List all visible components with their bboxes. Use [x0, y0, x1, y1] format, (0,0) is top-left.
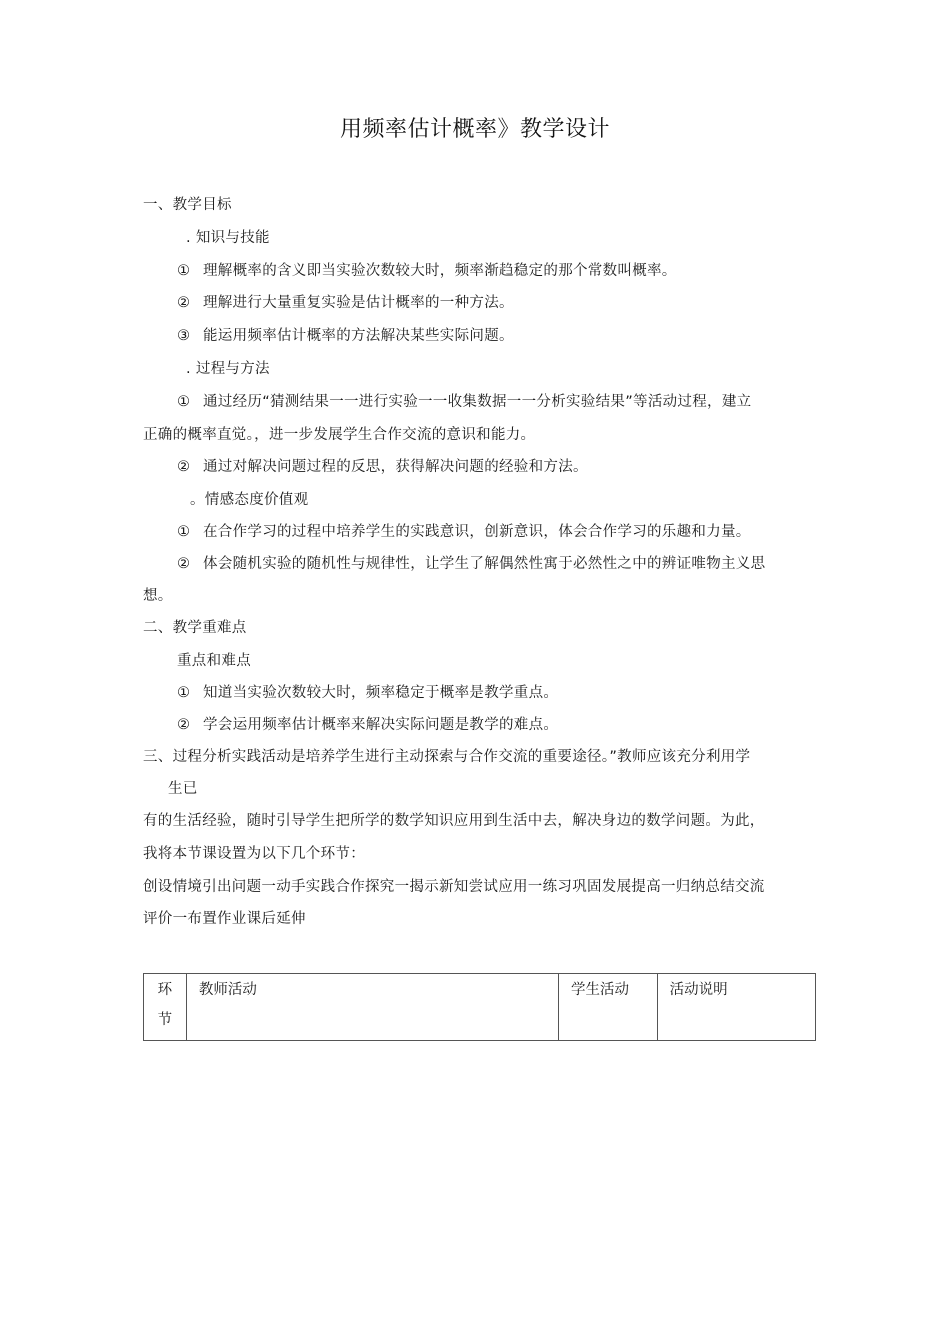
paragraph-line: 评价一布置作业课后延伸 — [143, 911, 306, 927]
item-text: 体会随机实验的随机性与规律性，让学生了解偶然性寓于必然性之中的辨证唯物主义思 — [203, 556, 766, 572]
item-text: 在合作学习的过程中培养学生的实践意识，创新意识，体会合作学习的乐趣和力量。 — [203, 524, 751, 540]
item-text: 理解概率的含义即当实验次数较大时，频率渐趋稳定的那个常数叫概率。 — [203, 263, 677, 279]
paragraph-line: 创设情境引出问题一动手实践合作探究一揭示新知尝试应用一练习巩固发展提高一归纳总结交流 — [143, 879, 765, 895]
subheading-knowledge-skills: . 知识与技能 — [186, 230, 270, 246]
item-number: ③ — [177, 328, 191, 344]
section-heading-process-analysis: 三、过程分析实践活动是培养学生进行主动探索与合作交流的重要途径。”教师应该充分利用学 — [143, 749, 751, 765]
table-header-stage — [144, 974, 187, 1041]
item-number: ① — [177, 685, 191, 701]
paragraph-line: 有的生活经验，随时引导学生把所学的数学知识应用到生活中去，解决身边的数学问题。为此， — [143, 813, 765, 829]
item-text: 理解进行大量重复实验是估计概率的一种方法。 — [203, 295, 514, 311]
list-item — [177, 554, 765, 574]
list-item — [177, 683, 558, 703]
item-number: ② — [177, 295, 191, 311]
item-text-continued: 正确的概率直觉。，进一步发展学生合作交流的意识和能力。 — [143, 427, 536, 443]
list-item — [177, 261, 677, 281]
item-number: ② — [177, 459, 191, 475]
item-text: 通过对解决问题过程的反思，获得解决问题的经验和方法。 — [203, 459, 588, 475]
header-student-label: 学生活动 — [571, 982, 630, 998]
header-stage-line1: 环 — [157, 982, 173, 998]
header-stage-line2: 节 — [157, 1012, 173, 1028]
item-text-continued: 想。 — [143, 588, 173, 604]
table-header-student — [559, 974, 658, 1041]
list-item — [177, 326, 514, 346]
item-text: 能运用频率估计概率的方法解决某些实际问题。 — [203, 328, 514, 344]
list-item — [177, 715, 558, 735]
table-header-row — [144, 974, 816, 1041]
item-number: ① — [177, 524, 191, 540]
subheading-process-method: . 过程与方法 — [186, 361, 270, 377]
subheading-attitudes-values: 。情感态度价值观 — [190, 492, 309, 508]
item-text: 学会运用频率估计概率来解决实际问题是教学的难点。 — [203, 717, 559, 733]
header-notes-label: 活动说明 — [669, 982, 728, 998]
item-text: 知道当实验次数较大时，频率稳定于概率是教学重点。 — [203, 685, 559, 701]
paragraph-line: 我将本节课设置为以下几个环节： — [143, 846, 365, 862]
item-number: ① — [177, 394, 191, 410]
table-header-teacher — [186, 974, 558, 1041]
list-item — [177, 392, 751, 412]
list-item — [177, 522, 751, 542]
section-heading-objectives: 一、教学目标 — [143, 197, 232, 213]
table-header-notes — [657, 974, 815, 1041]
document-title: 用频率估计概率》教学设计 — [339, 117, 610, 142]
paragraph-line: 生已 — [168, 781, 198, 797]
item-text: 通过经历“猜测结果一一进行实验一一收集数据一一分析实验结果”等活动过程，建立 — [203, 394, 752, 410]
list-item — [177, 457, 588, 477]
item-number: ② — [177, 717, 191, 733]
item-number: ② — [177, 556, 191, 572]
activity-table — [143, 973, 816, 1041]
item-number: ① — [177, 263, 191, 279]
subheading-key-difficult: 重点和难点 — [177, 653, 251, 669]
list-item — [177, 293, 514, 313]
header-teacher-label: 教师活动 — [198, 982, 257, 998]
section-heading-key-points: 二、教学重难点 — [143, 620, 247, 636]
